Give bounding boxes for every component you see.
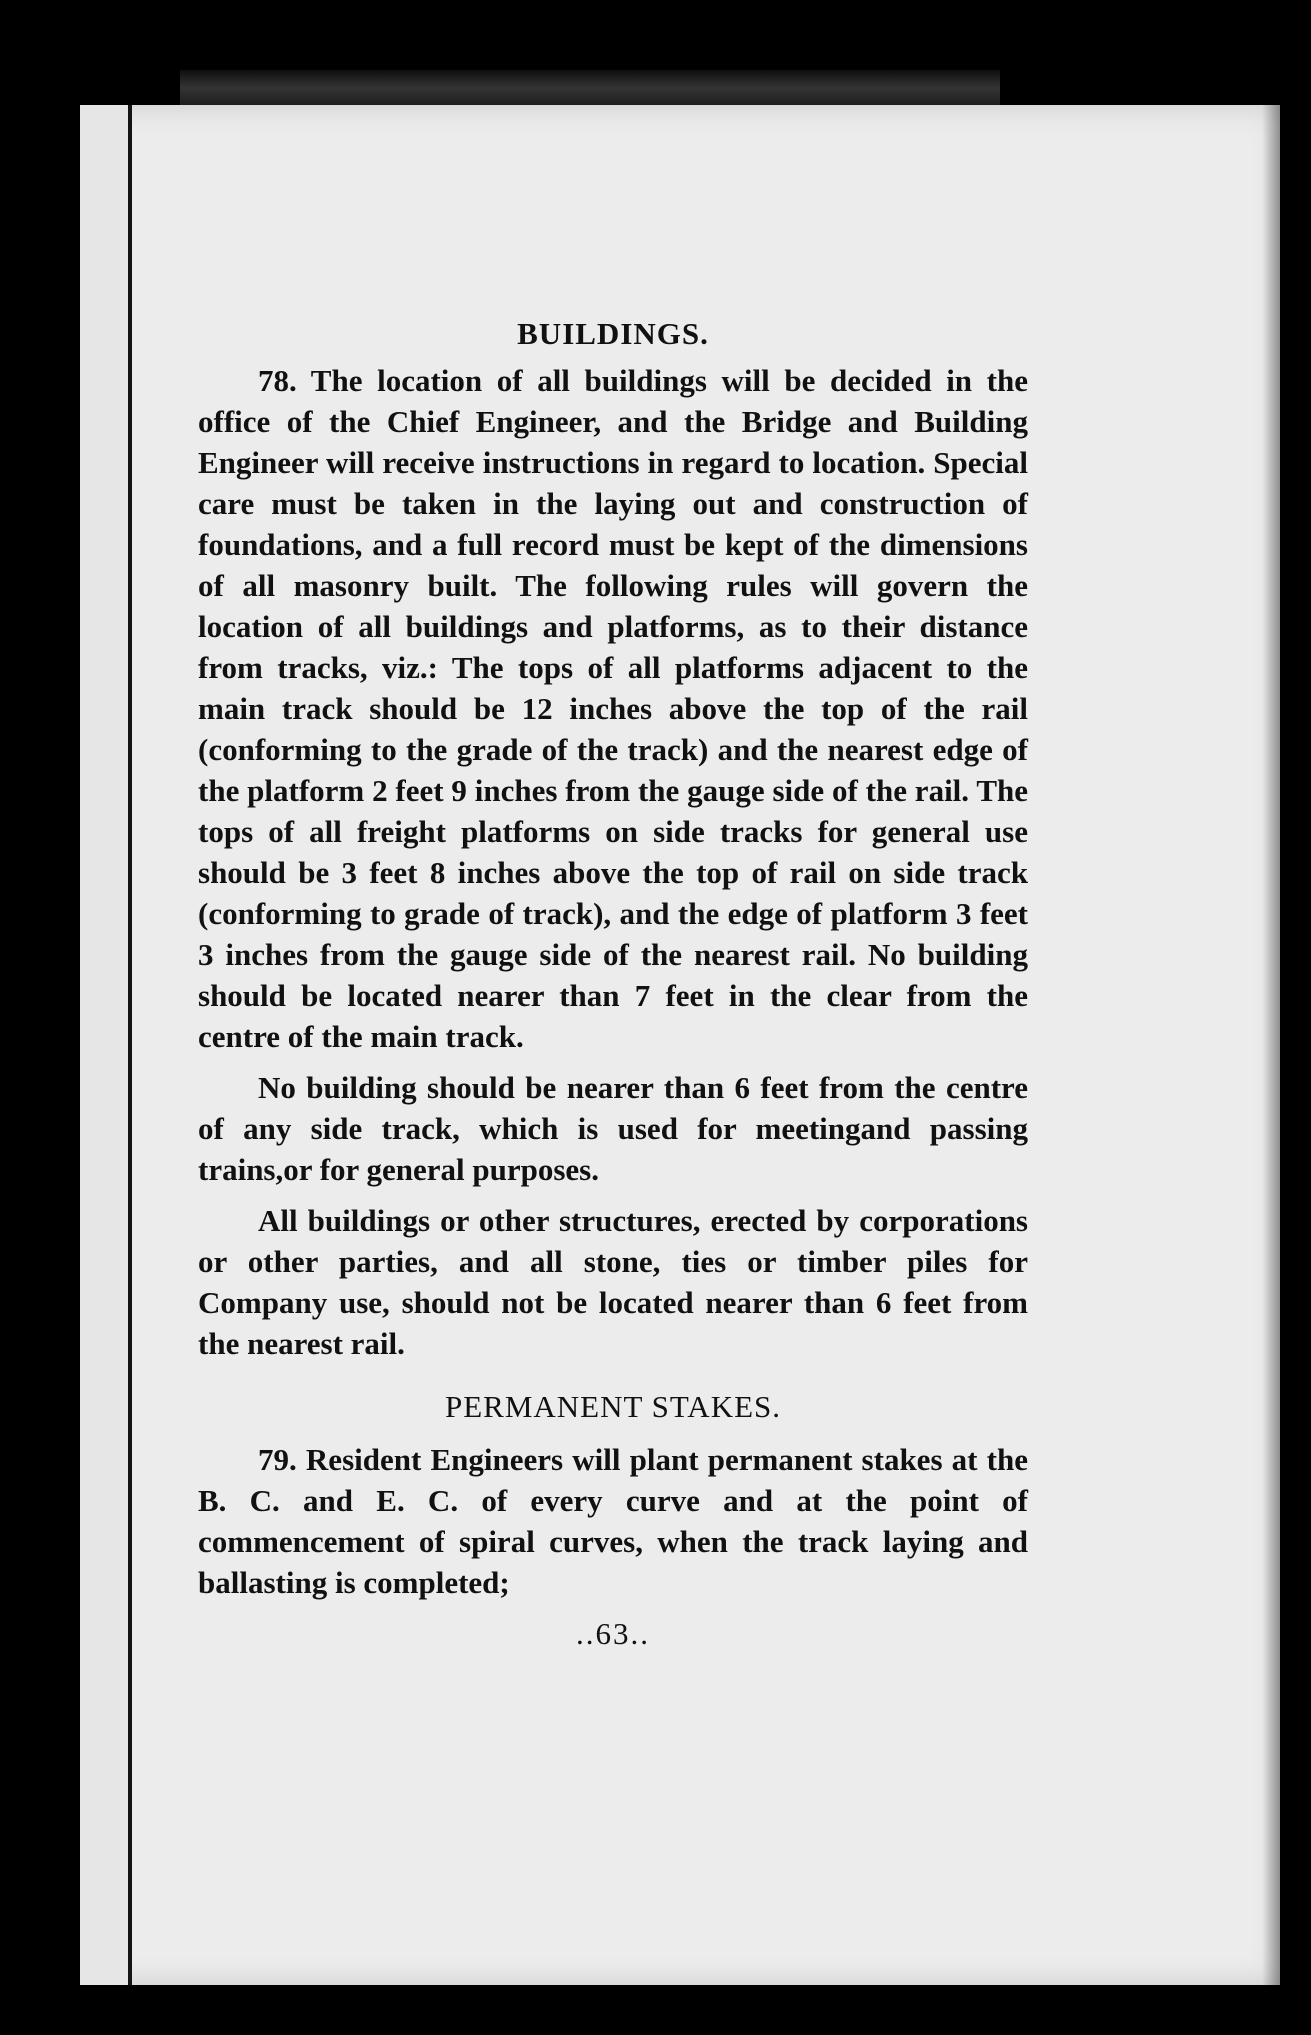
scan-edge-shadow xyxy=(180,70,1000,110)
paragraph-side-track: No building should be nearer than 6 feet from the centre of any side track, which is used for meetingand passing trains,or for general purposes. xyxy=(198,1070,1028,1187)
section-heading-permanent-stakes: PERMANENT STAKES. xyxy=(444,1389,782,1424)
paragraph-79: 79. Resident Engineers will plant permanent stakes at the B. C. and E. C. of every curve and at the point of commencement of spiral curves, when the track laying and ballasting is completed; xyxy=(198,1442,1028,1600)
page-number: ..63.. xyxy=(576,1616,650,1651)
section-heading-buildings: BUILDINGS. xyxy=(517,316,709,351)
page-text-block xyxy=(198,313,1028,1654)
page-gutter xyxy=(80,105,132,1985)
page-edge-shadow xyxy=(1262,105,1280,1985)
book-page xyxy=(80,105,1280,1985)
paragraph-78: 78. The location of all buildings will be decided in the office of the Chief Engineer, and the Bridge and Building Engineer will receive instructions in regard to location. Special care must be taken in the laying out and construction of foundations, and a full record must be kept of the dimensions of all masonry built. The following rules will govern the location of all buildings and platforms, as to their distance from tracks, viz.: The tops of all platforms adjacent to the main track should be 12 inches above the top of the rail (conforming to the grade of the track) and the nearest edge of the platform 2 feet 9 inches from the gauge side of the rail. The tops of all freight platforms on side tracks for general use should be 3 feet 8 inches above the top of rail on side track (conforming to grade of track), and the edge of platform 3 feet 3 inches from the gauge side of the nearest rail. No building should be located nearer than 7 feet in the clear from the centre of the main track. xyxy=(198,363,1028,1054)
paragraph-structures: All buildings or other structures, erected by corporations or other parties, and all stone, ties or timber piles for Company use, should not be located nearer than 6 feet from the nearest rail. xyxy=(198,1203,1028,1361)
